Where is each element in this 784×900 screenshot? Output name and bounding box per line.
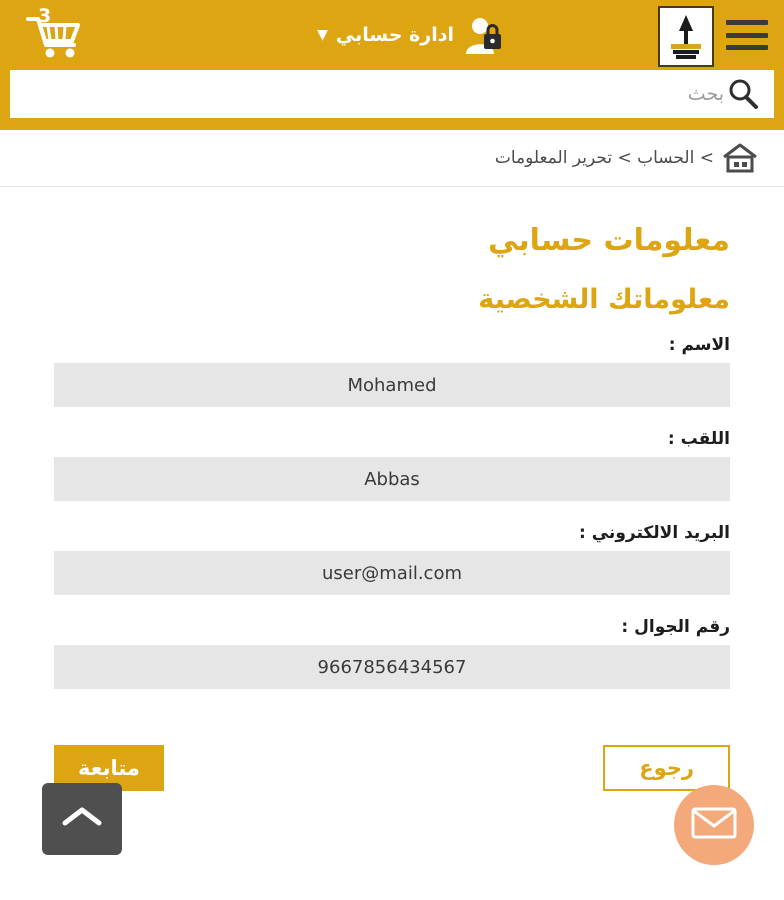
label-last-name: اللقب :	[667, 429, 730, 449]
input-first-name[interactable]	[54, 363, 730, 407]
chevron-up-icon	[61, 804, 103, 834]
breadcrumb-trail[interactable]: > الحساب > تحرير المعلومات	[494, 148, 714, 168]
envelope-icon	[691, 806, 737, 844]
search-bar-container	[0, 70, 784, 130]
user-lock-icon	[460, 14, 504, 56]
cart-count-badge: 3	[38, 5, 52, 27]
input-last-name[interactable]	[54, 457, 730, 501]
back-button[interactable]: رجوع	[603, 745, 730, 791]
hamburger-bar	[726, 45, 768, 50]
search-box	[10, 70, 774, 118]
account-menu-button[interactable]	[317, 14, 504, 56]
search-icon[interactable]	[726, 77, 760, 111]
main-content	[0, 187, 784, 791]
form-field-last-name	[54, 429, 730, 523]
site-logo[interactable]	[658, 6, 714, 67]
form-actions	[54, 745, 730, 791]
hamburger-icon[interactable]	[726, 20, 768, 50]
section-title-personal-info: معلوماتك الشخصية	[478, 284, 730, 315]
form-field-email	[54, 523, 730, 617]
breadcrumb	[0, 130, 784, 187]
input-email[interactable]	[54, 551, 730, 595]
scroll-to-top-button[interactable]	[42, 783, 122, 855]
label-mobile: رقم الجوال :	[621, 617, 730, 637]
chevron-down-icon: ▼	[317, 27, 328, 43]
contact-chat-button[interactable]	[674, 785, 754, 865]
search-input[interactable]	[24, 82, 726, 106]
hamburger-bar	[726, 33, 768, 38]
account-menu-label: ادارة حسابي	[335, 24, 454, 46]
page-title: معلومات حسابي	[487, 223, 730, 258]
label-first-name: الاسم :	[668, 335, 730, 355]
shopping-cart-icon[interactable]	[22, 7, 86, 63]
form-field-mobile	[54, 617, 730, 711]
home-icon[interactable]	[722, 143, 758, 173]
form-field-first-name	[54, 335, 730, 429]
hamburger-bar	[726, 20, 768, 25]
input-mobile[interactable]	[54, 645, 730, 689]
continue-button[interactable]: متابعة	[54, 745, 164, 791]
top-header-bar	[0, 0, 784, 70]
label-email: البريد الالكتروني :	[579, 523, 730, 543]
